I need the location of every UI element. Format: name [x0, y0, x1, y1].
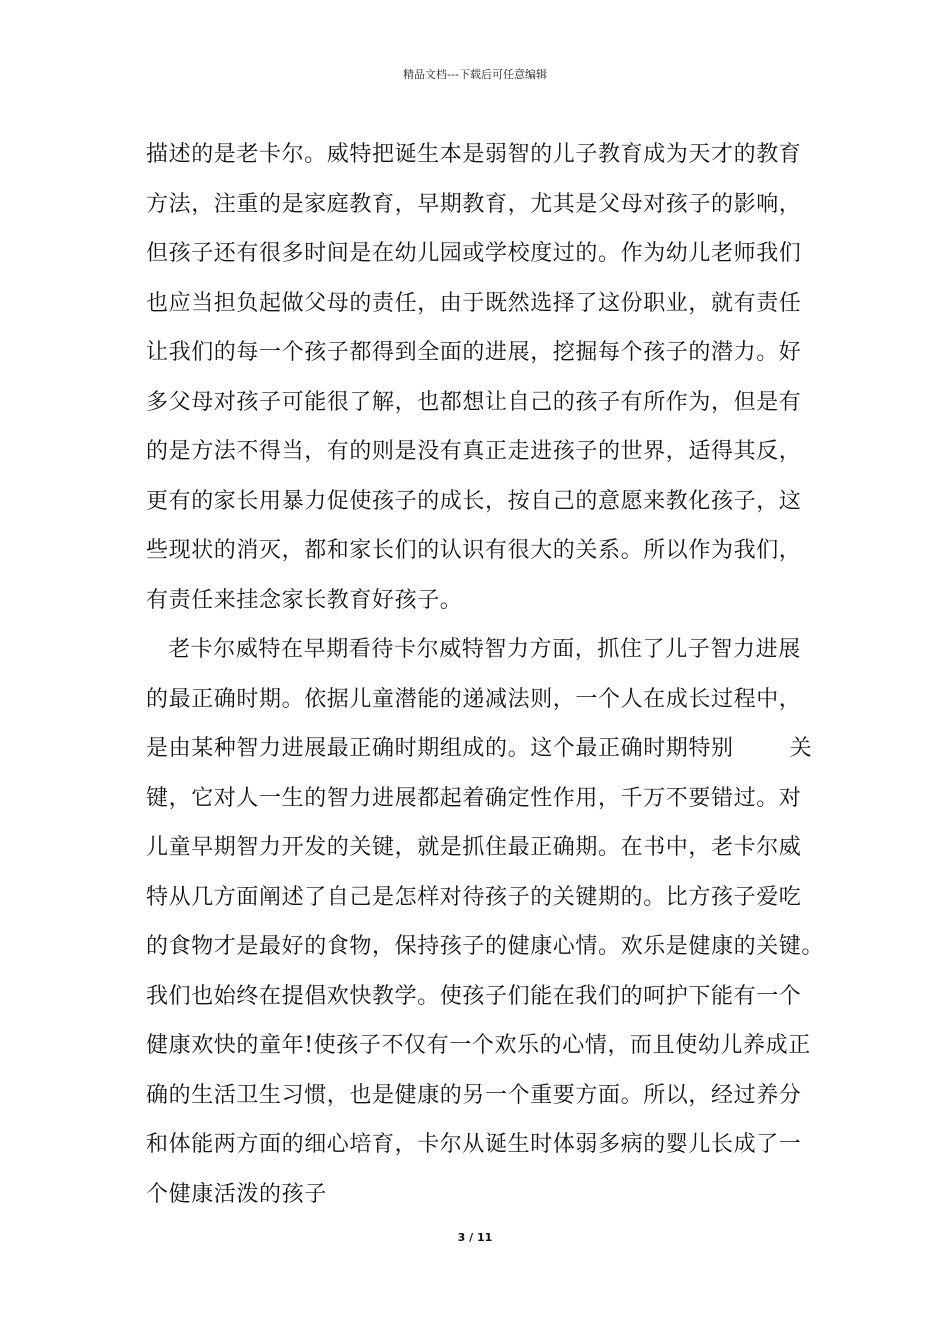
paragraph-2 [146, 625, 825, 1219]
text-line: 有责任来挂念家长教育好孩子。 [146, 587, 463, 613]
text-fragment: 是由某种智力进展最正确时期组成的。这个最正确时期特别 [146, 736, 734, 761]
text-line: 儿童早期智力开发的关键，就是抓住最正确期。在书中，老卡尔威 [146, 835, 802, 860]
text-line-split [146, 724, 816, 774]
page-number: 3 / 11 [457, 1231, 493, 1244]
text-line: 和体能两方面的细心培育，卡尔从诞生时体弱多病的婴儿长成了一 [146, 1132, 802, 1157]
text-fragment: 关 [789, 736, 813, 761]
paragraph-1 [146, 130, 816, 625]
text-line: 些现状的消灭，都和家长们的认识有很大的关系。所以作为我们， [146, 538, 802, 563]
text-line: 多父母对孩子可能很了解，也都想让自己的孩子有所作为，但是有 [146, 389, 802, 415]
text-line: 我们也始终在提倡欢快教学。使孩子们能在我们的呵护下能有一个 [146, 983, 802, 1009]
document-body [146, 130, 825, 1219]
text-line: 特从几方面阐述了自己是怎样对待孩子的关键期的。比方孩子爱吃 [146, 884, 802, 910]
text-line: 的食物才是最好的食物，保持孩子的健康心情。欢乐是健康的关键。 [146, 934, 825, 959]
text-line: 但孩子还有很多时间是在幼儿园或学校度过的。作为幼儿老师我们 [146, 241, 802, 266]
text-line: 的是方法不得当，有的则是没有真正走进孩子的世界，适得其反， [146, 439, 802, 464]
text-line: 让我们的每一个孩子都得到全面的进展，挖掘每个孩子的潜力。好 [146, 340, 802, 365]
text-line: 个健康活泼的孩子 [146, 1181, 327, 1207]
text-line: 方法，注重的是家庭教育，早期教育，尤其是父母对孩子的影响， [146, 191, 802, 217]
text-line: 老卡尔威特在早期看待卡尔威特智力方面，抓住了儿子智力进展 [168, 637, 801, 662]
text-line: 的最正确时期。依据儿童潜能的递减法则，一个人在成长过程中， [146, 686, 802, 712]
text-line: 键，它对人一生的智力进展都起着确定性作用，千万不要错过。对 [146, 785, 802, 811]
text-line: 确的生活卫生习惯，也是健康的另一个重要方面。所以，经过养分 [146, 1082, 802, 1108]
text-line: 描述的是老卡尔。威特把诞生本是弱智的儿子教育成为天才的教育 [146, 142, 802, 167]
page-header: 精品文档---下载后可任意编辑 [403, 68, 547, 81]
text-line: 也应当担负起做父母的责任，由于既然选择了这份职业，就有责任 [146, 290, 802, 316]
text-line: 更有的家长用暴力促使孩子的成长，按自己的意愿来教化孩子，这 [146, 488, 802, 514]
text-line: 健康欢快的童年!使孩子不仅有一个欢乐的心情，而且使幼儿养成正 [146, 1033, 811, 1058]
